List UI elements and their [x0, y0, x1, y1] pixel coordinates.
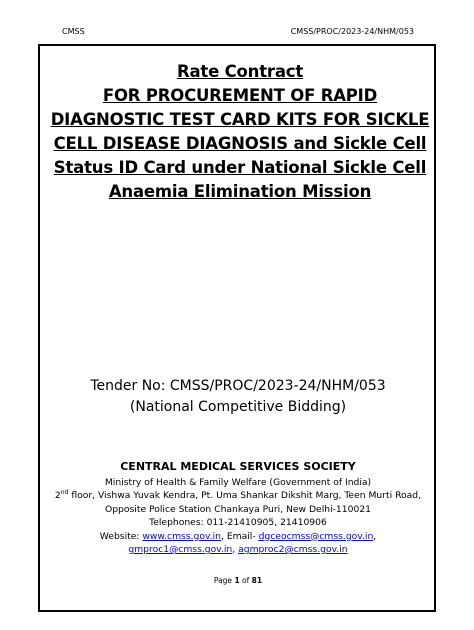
email-separator: ,: [232, 544, 239, 555]
page-label: Page: [213, 576, 235, 585]
tender-number: Tender No: CMSS/PROC/2023-24/NHM/053: [90, 378, 386, 394]
title-line: FOR PROCUREMENT OF RAPID: [102, 86, 378, 105]
email-separator: ,: [373, 530, 377, 542]
org-email-line: [40, 543, 436, 557]
org-contact-line: [40, 530, 436, 544]
email-label: , Email-: [221, 530, 259, 542]
org-address-line2: Opposite Police Station Chankaya Puri, New Delhi-110021: [104, 503, 372, 515]
website-link[interactable]: www.cmss.gov.in: [142, 530, 221, 542]
title-line: Status ID Card under National Sickle Cell: [53, 158, 427, 177]
header-left: CMSS: [62, 27, 85, 36]
org-ministry: Ministry of Health & Family Welfare (Government of India): [104, 476, 372, 488]
email-link-ceo[interactable]: dgceocmss@cmss.gov.in: [258, 530, 374, 542]
email-link-gmproc1[interactable]: gmproc1@cmss.gov.in: [128, 544, 233, 555]
floor-number: 2: [54, 490, 61, 501]
org-name: CENTRAL MEDICAL SERVICES SOCIETY: [120, 460, 356, 473]
title-line: Rate Contract: [176, 62, 304, 81]
page-total: 81: [251, 576, 263, 585]
org-address-line1: [40, 489, 436, 503]
email-link-agmproc2[interactable]: agmproc2@cmss.gov.in: [238, 544, 348, 555]
website-label: Website:: [99, 530, 143, 542]
title-line: CELL DISEASE DIAGNOSIS and Sickle Cell: [53, 134, 427, 153]
org-telephones: Telephones: 011-21410905, 21410906: [149, 517, 327, 528]
document-title: [44, 60, 436, 204]
page-header: [62, 27, 414, 36]
title-line: DIAGNOSTIC TEST CARD KITS FOR SICKLE: [50, 110, 430, 129]
tender-info: [40, 376, 436, 418]
page-footer: [40, 576, 436, 585]
page-number: 1: [234, 576, 240, 585]
floor-suffix: nd: [60, 488, 69, 496]
organization-block: [40, 460, 436, 557]
header-right: CMSS/PROC/2023-24/NHM/053: [290, 27, 414, 36]
title-line: Anaemia Elimination Mission: [108, 182, 372, 201]
address-text: floor, Vishwa Yuvak Kendra, Pt. Uma Shankar Dikshit Marg, Teen Murti Road,: [68, 490, 422, 501]
of-label: of: [239, 576, 252, 585]
tender-bidding: (National Competitive Bidding): [129, 399, 347, 415]
